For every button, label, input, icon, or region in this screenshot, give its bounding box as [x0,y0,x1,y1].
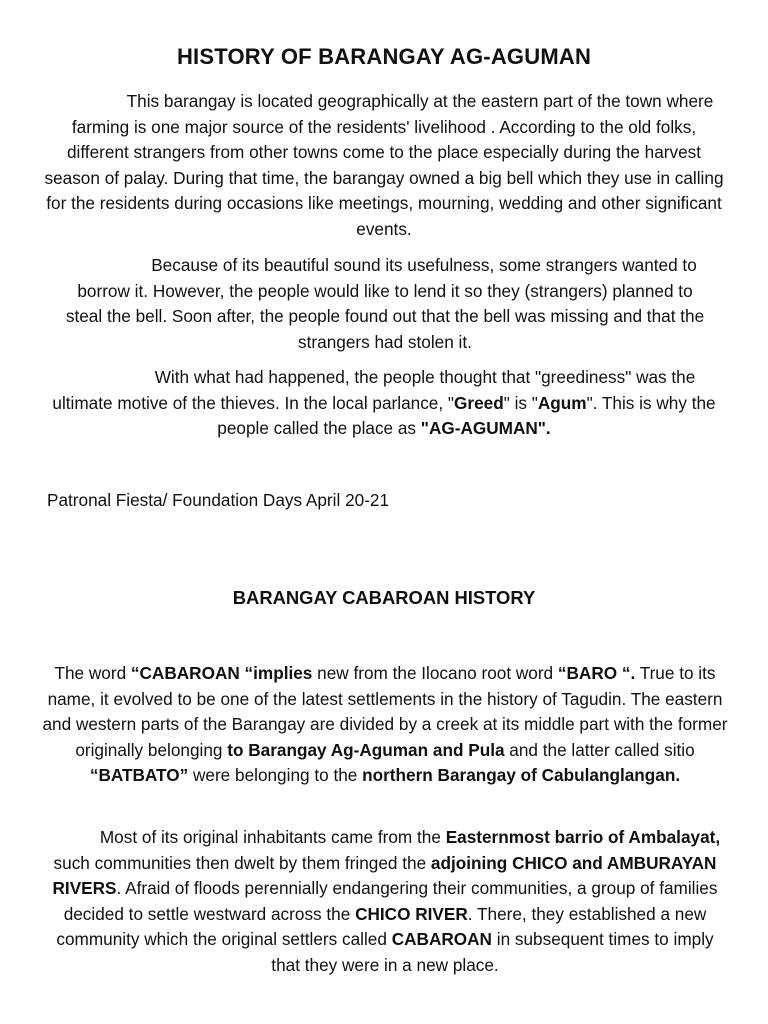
text-run: . Afraid of floods perennially endangering their communities, a group of families decided to settle westward across the [63,878,718,924]
text-run: . There, they established a new community which the original settlers called [56,903,707,950]
bold-text-batbato: “BATBATO” [89,765,189,786]
text-run: and the latter called sitio [504,739,695,760]
text-run: ". This is why the people called the place as [217,392,716,439]
text-run: Most of its original inhabitants came from the [99,827,446,847]
bold-text-ag-aguman: "AG-AGUMAN". [420,418,551,439]
paragraph-text: Because of its beautiful sound its usefulness, some strangers wanted to borrow it. However, the people would like to lend it so they (strangers) planned to steal the bell. Soon after, the people found out that the bell was missing and that the strangers had stolen it. [65,255,705,352]
paragraph-cabaroan-inhabitants [40,825,730,979]
bold-text-cabulanglangan: northern Barangay of Cabulanglangan. [362,765,681,786]
text-run: such communities then dwelt by them fringed the [53,852,431,873]
bold-text-agum: Agum [537,392,587,413]
bold-text-cabaroan-implies: “CABAROAN “implies [130,663,313,683]
paragraph-ag-aguman-name-origin [48,365,720,442]
bold-text-greed: Greed [454,392,504,413]
text-run: With what had happened, the people thought that "greediness" was the ultimate motive of the thieves. In the local parlance, " [52,367,696,413]
text-run: were belonging to the [188,765,363,786]
paragraph-ag-aguman-location [42,89,726,243]
text-run: True to its name, it evolved to be one of the latest settlements in the history of Tagudin. The eastern and western parts of the Barangay are divided by a creek at its middle part with the former originally belonging [42,663,728,760]
bold-text-ambalayat: Easternmost barrio of Ambalayat, [445,827,721,847]
text-run: " is " [503,392,538,413]
page-title: HISTORY OF BARANGAY AG-AGUMAN [176,44,592,69]
section-title-cabaroan: BARANGAY CABAROAN HISTORY [232,587,536,608]
text-run: The word [54,663,131,683]
text-run: new from the Ilocano root word [312,663,558,683]
paragraph-cabaroan-name [40,661,730,789]
paragraph-ag-aguman-bell [60,253,710,355]
bold-text-ag-aguman-pula: to Barangay Ag-Aguman and Pula [227,739,505,760]
bold-text-cabaroan: CABAROAN [391,929,492,950]
paragraph-text: This barangay is located geographically at the eastern part of the town where farming is one major source of the residents' livelihood . According to the old folks, different strangers from other towns come to the place especially during the harvest season of palay. During that time, the barangay owned a big bell which they use in calling for the residents during occasions like meetings, mourning, wedding and other significant events. [44,91,724,239]
text-run: in subsequent times to imply that they were in a new place. [271,929,714,975]
bold-text-chico-amburayan: adjoining CHICO and AMBURAYAN RIVERS [52,852,717,899]
bold-text-baro: “BARO “. [557,663,636,683]
bold-text-chico-river: CHICO RIVER [355,903,468,924]
fiesta-line: Patronal Fiesta/ Foundation Days April 20-21 [47,490,390,510]
